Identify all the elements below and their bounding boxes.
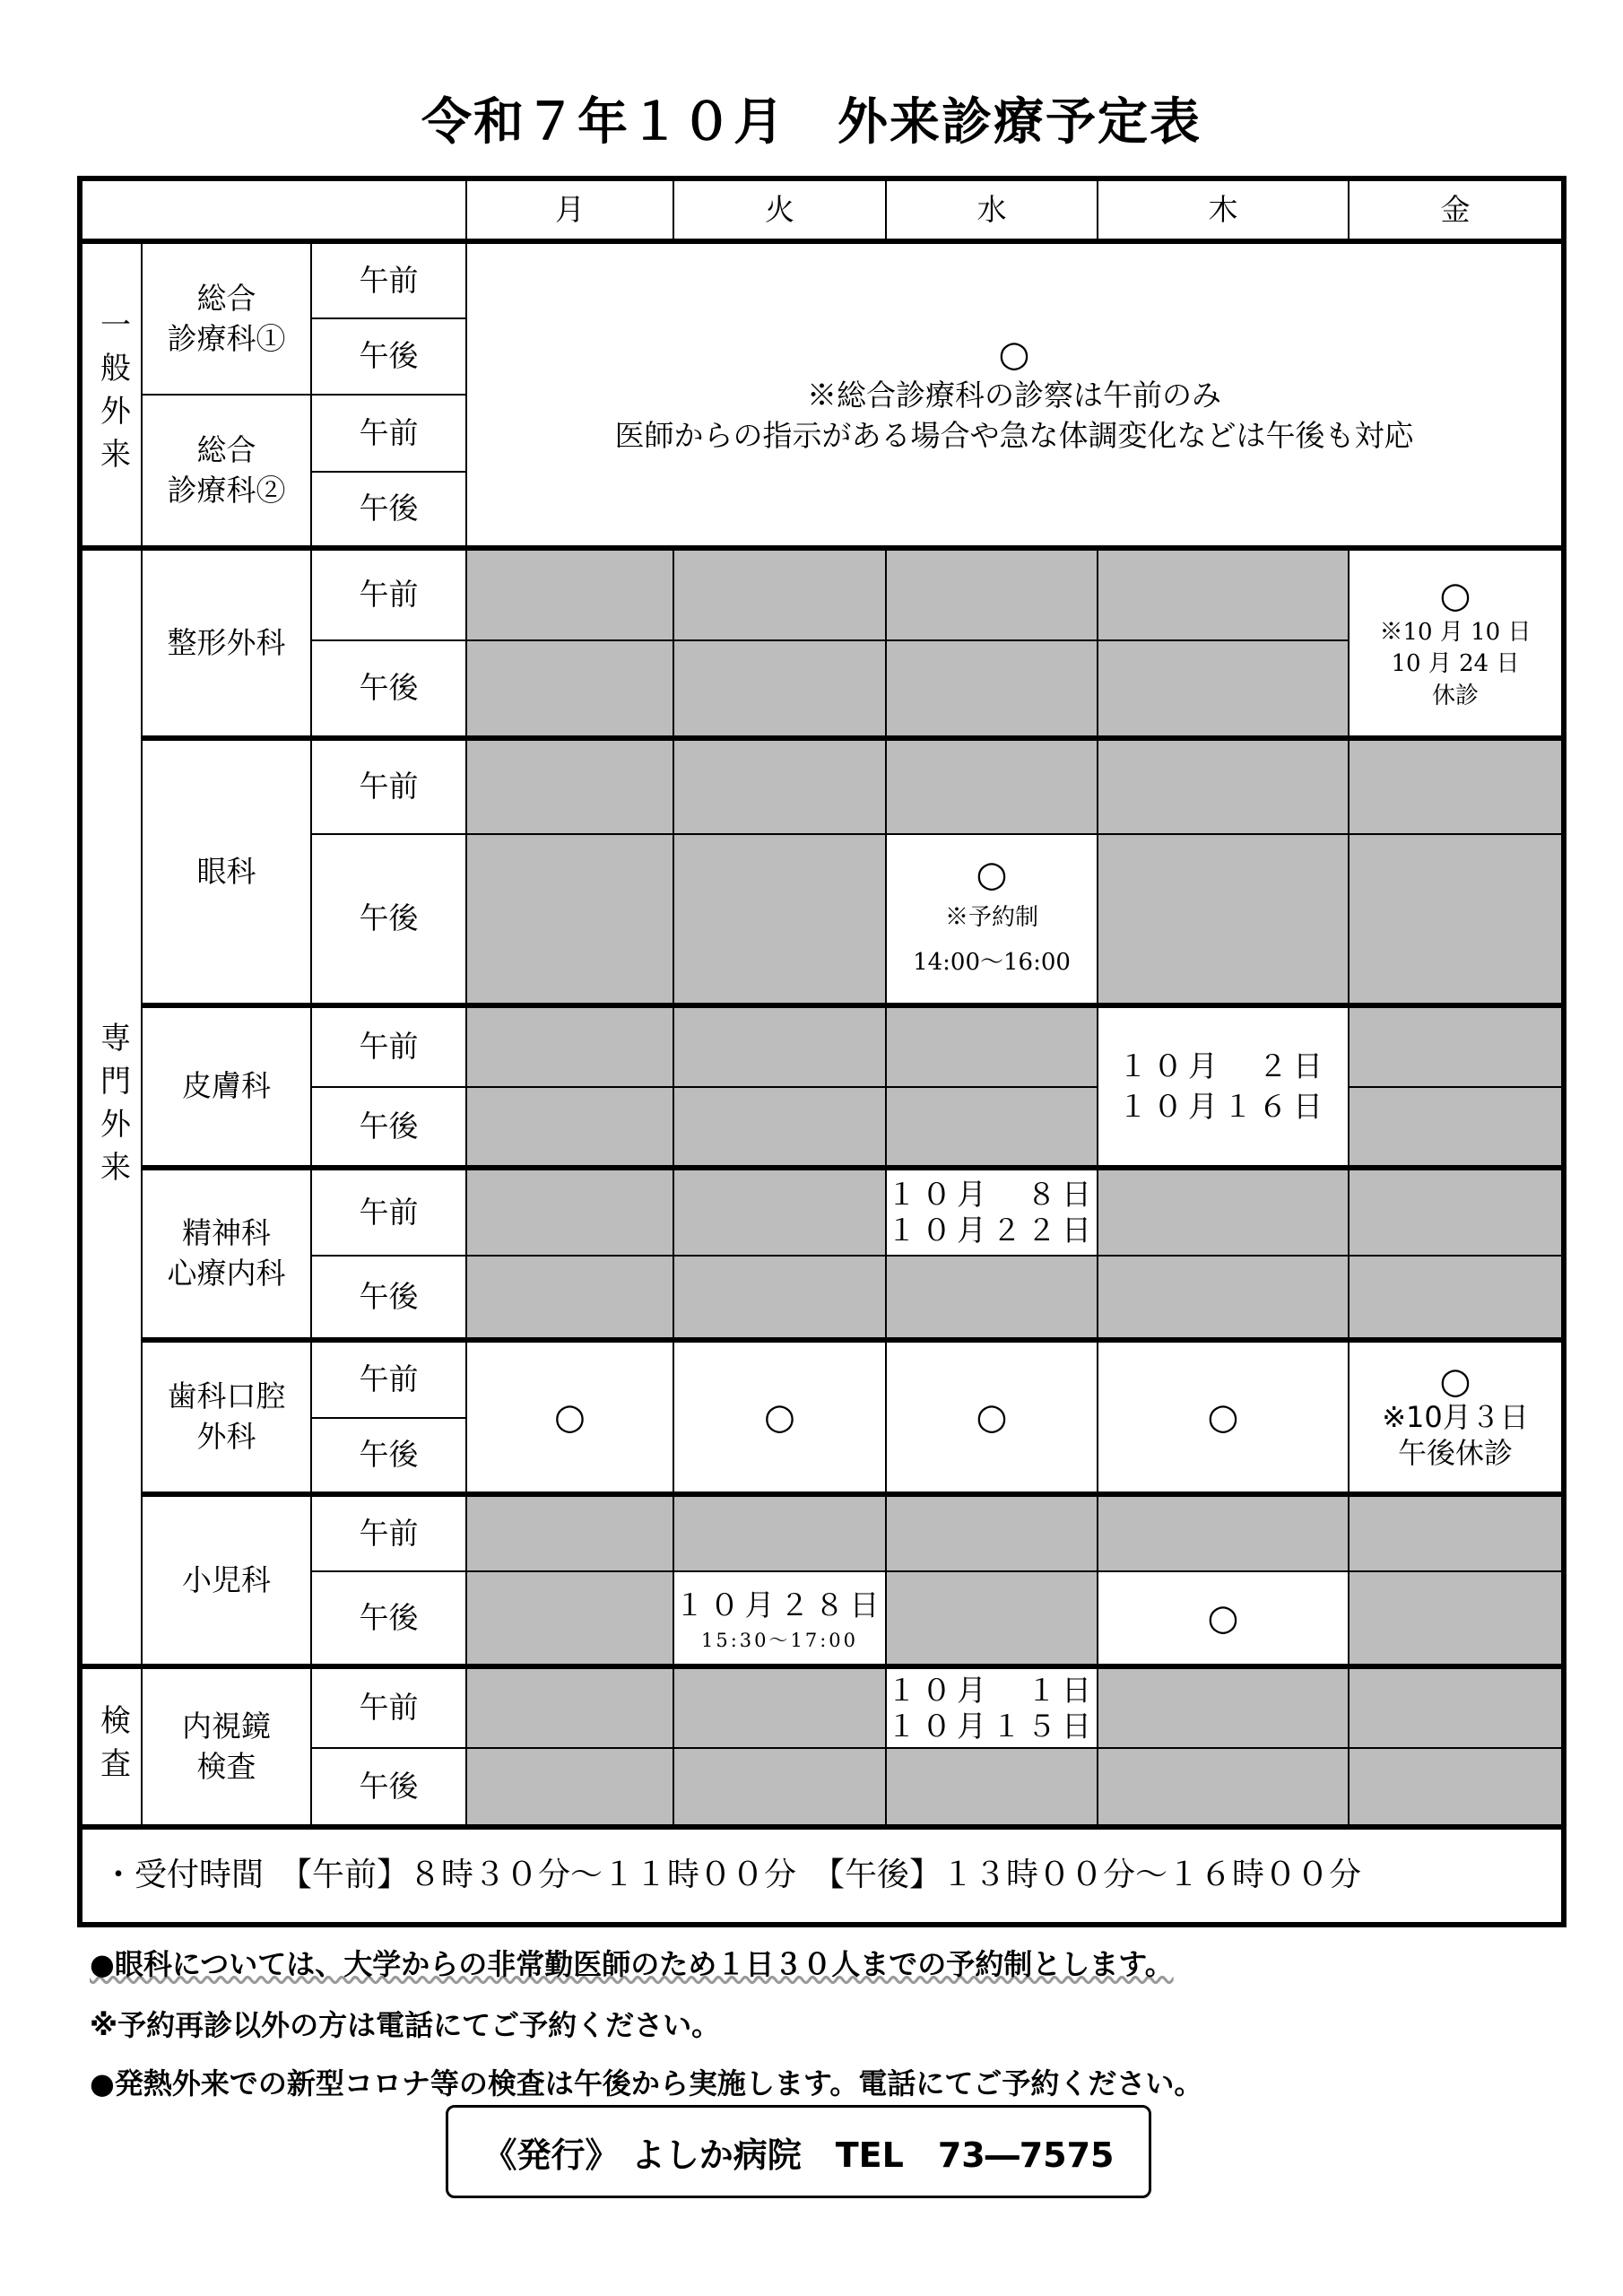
pm-label: 午後 [311,640,466,738]
closed-label: 休診 [1431,682,1479,709]
dept-endoscopy: 内視鏡 検査 [142,1666,311,1827]
closed-cell [1098,834,1349,1005]
closed-cell [673,1087,886,1168]
group-general: 一般外来 [80,241,142,548]
closed-cell [466,1666,673,1748]
closed-cell [1349,1494,1564,1571]
closed-cell [1349,1666,1564,1748]
pm-label: 午後 [311,1418,466,1494]
closed-cell [673,548,886,640]
am-label: 午前 [311,241,466,318]
pm-label: 午後 [311,1748,466,1827]
orthopedics-fri [1349,548,1564,738]
day-thu: 木 [1098,178,1349,241]
closed-cell [1349,1571,1564,1666]
dept-orthopedics: 整形外科 [142,548,311,738]
pm-label: 午後 [311,1571,466,1666]
reception-hours: ・受付時間 【午前】８時３０分～１１時００分 【午後】１３時００分～１６時００分 [80,1827,1564,1925]
closed-label: 午後休診 [1397,1436,1513,1470]
closed-cell [1349,1256,1564,1340]
open-date: １０月 １日 [887,1672,1097,1708]
closed-cell [1098,1748,1349,1827]
am-label: 午前 [311,1666,466,1748]
pm-label: 午後 [311,472,466,548]
general-note-2: 医師からの指示がある場合や急な体調変化などは午後も対応 [614,418,1414,453]
closed-cell [886,1256,1098,1340]
day-mon: 月 [466,178,673,241]
am-label: 午前 [311,1494,466,1571]
available-mark: ○ [998,334,1030,376]
general-note-1: ※総合診療科の診察は午前のみ [807,378,1221,413]
reservation-note: ※予約制 [944,904,1038,932]
closed-cell [673,834,886,1005]
closed-cell [886,640,1098,738]
am-label: 午前 [311,1168,466,1256]
open-date: １０月１６日 [1118,1088,1328,1124]
open-date: １０月 ８日 [887,1177,1097,1213]
closed-cell [466,738,673,834]
closed-cell [466,1005,673,1087]
general-schedule [466,241,1564,548]
closed-cell [673,1748,886,1827]
pm-label: 午後 [311,834,466,1005]
available-mark: ○ [1098,1340,1349,1494]
pm-label: 午後 [311,1087,466,1168]
available-mark: ○ [1439,575,1471,617]
available-mark: ○ [1439,1361,1471,1402]
dental-fri [1349,1340,1564,1494]
group-exam: 検査 [80,1666,142,1827]
closed-cell [673,1494,886,1571]
group-specialty: 専門外来 [80,548,142,1666]
ophthalmology-wed-pm [886,834,1098,1005]
day-fri: 金 [1349,178,1564,241]
closed-cell [1098,1256,1349,1340]
closed-cell [466,1168,673,1256]
closed-cell [886,548,1098,640]
dermatology-thu [1098,1005,1349,1168]
dept-psychiatry: 精神科 心療内科 [142,1168,311,1340]
dept-dental: 歯科口腔 外科 [142,1340,311,1494]
dept-general-1: 総合 診療科① [142,241,311,395]
closed-cell [673,1666,886,1748]
header-row [80,178,1564,241]
closed-cell [886,1087,1098,1168]
closed-cell [466,1571,673,1666]
closed-cell [466,834,673,1005]
open-date: １０月１５日 [887,1708,1097,1744]
closed-cell [1349,738,1564,834]
header-blank [80,178,466,241]
closed-cell [886,1748,1098,1827]
pm-label: 午後 [311,318,466,395]
closed-cell [1098,640,1349,738]
closed-cell [1098,1666,1349,1748]
note-ophthalmology: ●眼科については、大学からの非常勤医師のため１日３０人までの予約制とします。 [90,1947,1174,1981]
closed-cell [673,738,886,834]
closed-cell [673,640,886,738]
open-date: １０月 ２日 [1118,1048,1328,1083]
closed-cell [673,1168,886,1256]
closed-cell [466,640,673,738]
closed-cell [1098,1168,1349,1256]
closed-cell [673,1256,886,1340]
am-label: 午前 [311,1005,466,1087]
pediatrics-tue-pm [673,1571,886,1666]
available-mark: ○ [886,1340,1098,1494]
available-mark: ○ [466,1340,673,1494]
pm-label: 午後 [311,1256,466,1340]
endoscopy-wed-am [886,1666,1098,1748]
available-mark: ○ [976,854,1008,896]
available-mark: ○ [673,1340,886,1494]
closed-cell [1098,738,1349,834]
closed-cell [886,1005,1098,1087]
am-label: 午前 [311,1340,466,1418]
dept-pediatrics: 小児科 [142,1494,311,1666]
closed-cell [466,1256,673,1340]
closed-cell [466,1087,673,1168]
closed-cell [1098,1494,1349,1571]
closed-cell [466,548,673,640]
open-date: １０月２８日 [674,1587,885,1623]
schedule-table [77,176,1567,1927]
closed-cell [673,1005,886,1087]
closed-cell [466,1748,673,1827]
publisher-box: 《発行》 よしか病院 TEL 73―7575 [446,2105,1151,2198]
dept-dermatology: 皮膚科 [142,1005,311,1168]
closed-cell [466,1494,673,1571]
closed-cell [1349,1087,1564,1168]
open-date: １０月２２日 [887,1213,1097,1248]
closed-cell [1349,1748,1564,1827]
available-mark: ○ [1098,1571,1349,1666]
am-label: 午前 [311,738,466,834]
closed-cell [886,1494,1098,1571]
closed-cell [1098,548,1349,640]
note-fever: ●発熱外来での新型コロナ等の検査は午後から実施します。電話にてご予約ください。 [90,2066,1203,2100]
day-tue: 火 [673,178,886,241]
closed-cell [886,1571,1098,1666]
psychiatry-wed-am [886,1168,1098,1256]
am-label: 午前 [311,548,466,640]
hours: 15:30～17:00 [700,1629,859,1651]
closed-cell [886,738,1098,834]
closed-date: 10 月 24 日 [1391,650,1520,678]
closed-cell [1349,1168,1564,1256]
note-reservation: ※予約再診以外の方は電話にてご予約ください。 [90,2008,721,2042]
day-wed: 水 [886,178,1098,241]
dept-general-2: 総合 診療科② [142,395,311,548]
closed-cell [1349,834,1564,1005]
hours: 14:00～16:00 [913,948,1071,976]
closed-cell [1349,1005,1564,1087]
closed-date: ※10 月 10 日 [1379,619,1532,647]
page-title: 令和７年１０月 外来診療予定表 [421,93,1202,152]
closed-date: ※10月３日 [1382,1400,1529,1434]
am-label: 午前 [311,395,466,472]
dept-ophthalmology: 眼科 [142,738,311,1005]
